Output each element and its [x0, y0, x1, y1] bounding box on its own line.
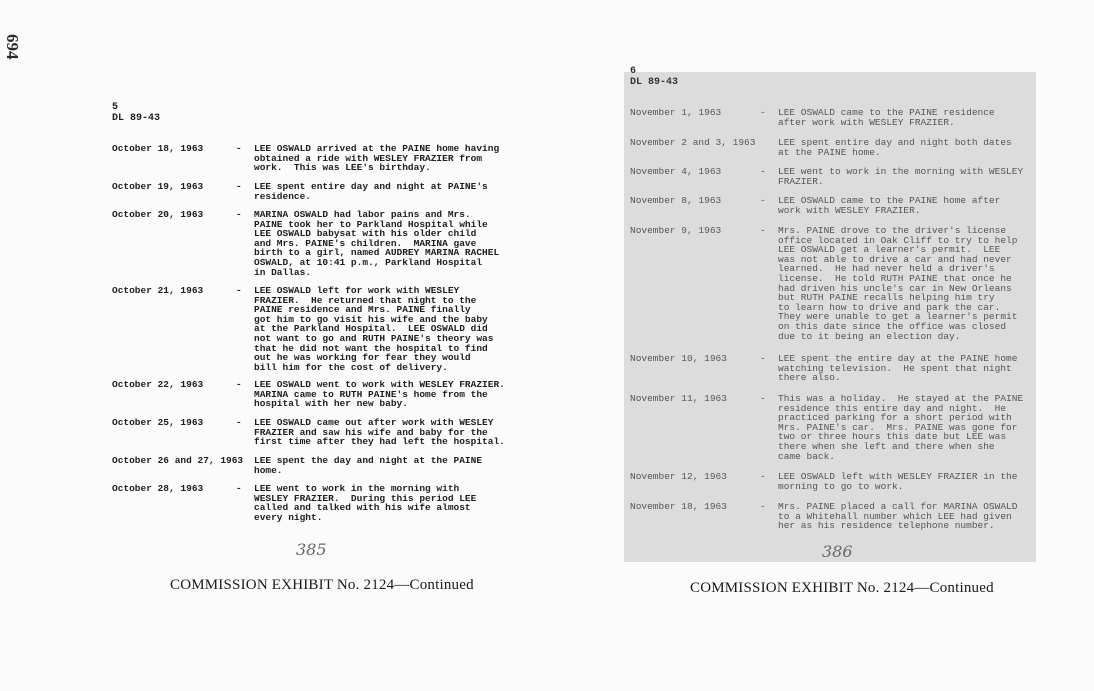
entry-dash: -: [760, 501, 766, 512]
entry-text: LEE OSWALD left for work with WESLEY FRAZIER. He returned that night to the PAINE residence and Mrs. PAINE finally got him to go visit his wife and the baby at the Parkland Hospital. LEE OSWALD did not want to go and RUTH PAINE's theory was that he did not want the hospital to find out he was working for fear they would bill him for the cost of delivery.: [254, 285, 494, 373]
entry-text: LEE went to work in the morning with WESLEY FRAZIER. During this period LEE called and talked with his wife almost every night.: [254, 483, 477, 523]
entry-date: October 22, 1963: [112, 379, 204, 390]
entry-dash: -: [236, 483, 242, 494]
entry-date: October 25, 1963: [112, 417, 204, 428]
left-page-number: 5: [112, 102, 119, 113]
entry-date: October 26 and 27, 1963: [112, 455, 244, 466]
entry-text: LEE OSWALD left with WESLEY FRAZIER in the morning to go to work.: [778, 471, 1018, 492]
entry-text: LEE OSWALD came to the PAINE home after work with WESLEY FRAZIER.: [778, 195, 1001, 216]
entry-date: November 18, 1963: [630, 501, 727, 512]
entry-dash: -: [760, 107, 766, 118]
left-handwritten-page-number: 385: [296, 540, 327, 559]
right-file-number: DL 89-43: [630, 77, 679, 88]
entry-text: LEE OSWALD arrived at the PAINE home having obtained a ride with WESLEY FRAZIER from work. This was LEE's birthday.: [254, 143, 500, 174]
entry-text: LEE spent the entire day at the PAINE home watching television. He spent that night there also.: [778, 353, 1018, 384]
entry-date: November 1, 1963: [630, 107, 722, 118]
entry-dash: -: [760, 393, 766, 404]
left-report-page: [108, 98, 528, 568]
entry-text: This was a holiday. He stayed at the PAINE residence this entire day and night. He practiced parking for a short period with Mrs. PAINE's car. Mrs. PAINE was gone for two or three hours this date but LEE was there when she left and there when she came back.: [778, 393, 1024, 462]
entry-dash: -: [760, 195, 766, 206]
right-page-header: [630, 66, 678, 88]
entry-text: LEE OSWALD went to work with WESLEY FRAZIER. MARINA came to RUTH PAINE's home from the hospital with her new baby.: [254, 379, 505, 410]
entry-dash: -: [236, 285, 242, 296]
entry-dash: -: [236, 143, 242, 154]
entry-text: LEE OSWALD came to the PAINE residence after work with WESLEY FRAZIER.: [778, 107, 995, 128]
entry-text: LEE spent the day and night at the PAINE home.: [254, 455, 483, 476]
left-page-header: [112, 102, 160, 124]
entry-dash: -: [760, 471, 766, 482]
entry-date: October 28, 1963: [112, 483, 204, 494]
entry-date: October 19, 1963: [112, 181, 204, 192]
entry-text: Mrs. PAINE drove to the driver's license office located in Oak Cliff to try to help LEE OSWALD get a learner's permit. LEE was not able to drive a car and had never learned. He had never held a driver's license. He told RUTH PAINE that once he had driven his uncle's car in New Orleans but RUTH PAINE recalls helping him try to learn how to drive and park the car. They were unable to get a learner's permit on this date since the office was closed due to it being an election day.: [778, 225, 1018, 342]
entry-text: MARINA OSWALD had labor pains and Mrs. PAINE took her to Parkland Hospital while LEE OSWALD babysat with his older child and Mrs. PAINE's children. MARINA gave birth to a girl, named AUDREY MARINA RACHEL OSWALD, at 10:41 p.m., Parkland Hospital in Dallas.: [254, 209, 500, 278]
entry-date: November 8, 1963: [630, 195, 722, 206]
entry-date: October 20, 1963: [112, 209, 204, 220]
entry-text: LEE spent entire day and night at PAINE's residence.: [254, 181, 488, 202]
entry-text: LEE spent entire day and night both dates at the PAINE home.: [778, 137, 1012, 158]
right-report-page: [624, 66, 1036, 562]
entry-dash: -: [760, 166, 766, 177]
left-file-number: DL 89-43: [112, 113, 161, 124]
entry-date: October 18, 1963: [112, 143, 204, 154]
entry-dash: -: [236, 181, 242, 192]
entry-dash: -: [236, 209, 242, 220]
left-exhibit-caption: COMMISSION EXHIBIT No. 2124—Continued: [170, 577, 474, 593]
page-number: 694: [3, 34, 22, 60]
entry-text: Mrs. PAINE placed a call for MARINA OSWALD to a Whitehall number which LEE had given her as his residence telephone number.: [778, 501, 1018, 532]
entry-text: LEE OSWALD came out after work with WESLEY FRAZIER and saw his wife and baby for the first time after they had left the hospital.: [254, 417, 505, 448]
entry-date: November 10, 1963: [630, 353, 727, 364]
entry-dash: -: [236, 417, 242, 428]
entry-date: November 2 and 3, 1963: [630, 137, 756, 148]
entry-date: November 11, 1963: [630, 393, 727, 404]
entry-dash: -: [760, 353, 766, 364]
entry-date: November 12, 1963: [630, 471, 727, 482]
entry-text: LEE went to work in the morning with WESLEY FRAZIER.: [778, 166, 1024, 187]
entry-date: October 21, 1963: [112, 285, 204, 296]
entry-dash: -: [760, 225, 766, 236]
entry-dash: -: [236, 379, 242, 390]
right-handwritten-page-number: 386: [822, 542, 853, 561]
right-exhibit-caption: COMMISSION EXHIBIT No. 2124—Continued: [690, 580, 994, 596]
entry-date: November 9, 1963: [630, 225, 722, 236]
right-page-number: 6: [630, 66, 637, 77]
entry-date: November 4, 1963: [630, 166, 722, 177]
